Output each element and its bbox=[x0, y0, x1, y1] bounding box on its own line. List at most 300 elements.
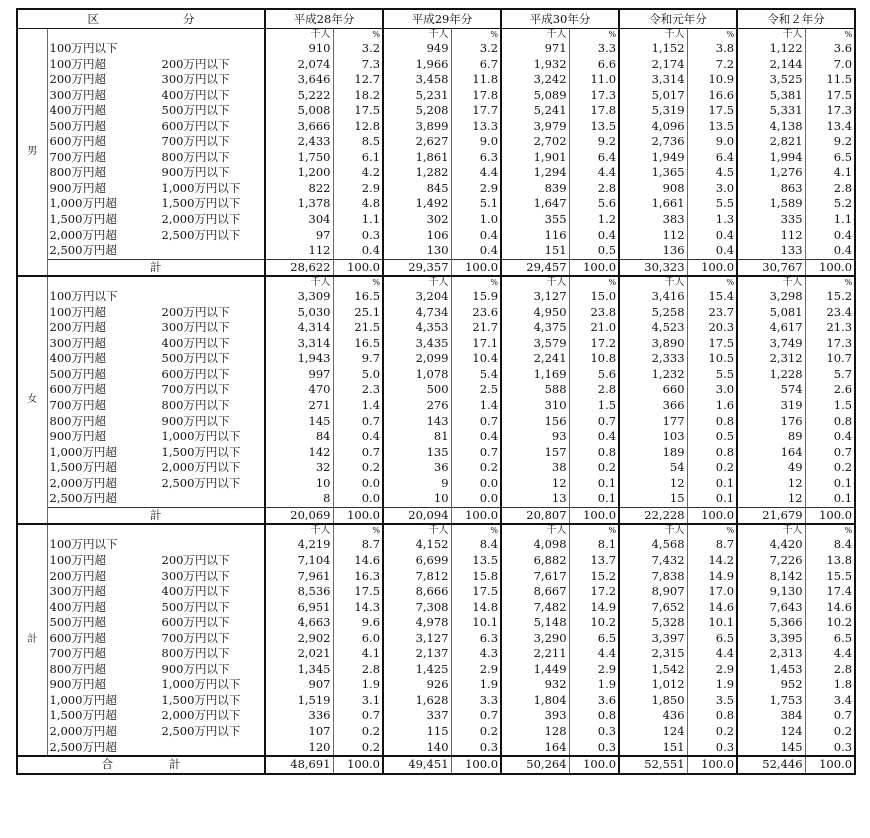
unit-pct-label: % bbox=[569, 276, 619, 289]
percent-cell: 0.1 bbox=[569, 491, 619, 507]
count-cell: 2,627 bbox=[383, 134, 451, 150]
count-cell: 107 bbox=[265, 724, 333, 740]
percent-cell: 0.7 bbox=[451, 445, 501, 461]
count-cell: 4,617 bbox=[737, 320, 805, 336]
bracket-upper: 900万円以下 bbox=[161, 165, 230, 180]
bracket-lower: 2,500万円超 bbox=[49, 491, 117, 506]
count-cell: 3,579 bbox=[501, 336, 569, 352]
percent-cell: 0.2 bbox=[687, 460, 737, 476]
percent-cell: 15.2 bbox=[805, 289, 855, 305]
percent-cell: 21.7 bbox=[451, 320, 501, 336]
count-cell: 383 bbox=[619, 212, 687, 228]
percent-cell: 4.3 bbox=[451, 646, 501, 662]
unit-pct-label: % bbox=[687, 524, 737, 537]
count-cell: 3,127 bbox=[501, 289, 569, 305]
percent-cell: 9.6 bbox=[333, 615, 383, 631]
percent-cell: 5.6 bbox=[569, 367, 619, 383]
income-distribution-table-container bbox=[16, 8, 854, 775]
unit-count-label: 千人 bbox=[383, 276, 451, 289]
total-count-cell: 30,767 bbox=[737, 259, 805, 276]
percent-cell: 6.0 bbox=[333, 631, 383, 647]
count-cell: 304 bbox=[265, 212, 333, 228]
count-cell: 8,666 bbox=[383, 584, 451, 600]
bracket-lower: 800万円超 bbox=[49, 413, 106, 428]
count-cell: 3,749 bbox=[737, 336, 805, 352]
percent-cell: 8.1 bbox=[569, 537, 619, 553]
count-cell: 1,750 bbox=[265, 150, 333, 166]
count-cell: 2,315 bbox=[619, 646, 687, 662]
total-count-cell: 28,622 bbox=[265, 259, 333, 276]
count-cell: 5,328 bbox=[619, 615, 687, 631]
count-cell: 4,314 bbox=[265, 320, 333, 336]
count-cell: 1,661 bbox=[619, 196, 687, 212]
percent-cell: 0.8 bbox=[569, 445, 619, 461]
count-cell: 12 bbox=[737, 491, 805, 507]
count-cell: 1,078 bbox=[383, 367, 451, 383]
count-cell: 7,104 bbox=[265, 553, 333, 569]
unit-pct-label: % bbox=[451, 29, 501, 42]
table-row bbox=[17, 150, 855, 166]
count-cell: 133 bbox=[737, 243, 805, 259]
count-cell: 106 bbox=[383, 228, 451, 244]
percent-cell: 14.6 bbox=[687, 600, 737, 616]
count-cell: 7,432 bbox=[619, 553, 687, 569]
table-row bbox=[17, 662, 855, 678]
percent-cell: 9.2 bbox=[805, 134, 855, 150]
income-bracket-label bbox=[47, 445, 265, 461]
table-row bbox=[17, 243, 855, 259]
count-cell: 3,890 bbox=[619, 336, 687, 352]
table-row bbox=[17, 537, 855, 553]
percent-cell: 7.0 bbox=[805, 57, 855, 73]
percent-cell: 0.4 bbox=[805, 243, 855, 259]
unit-pct-label: % bbox=[805, 524, 855, 537]
total-count-cell: 52,446 bbox=[737, 756, 805, 774]
count-cell: 1,282 bbox=[383, 165, 451, 181]
percent-cell: 11.0 bbox=[569, 72, 619, 88]
bracket-upper: 300万円以下 bbox=[161, 568, 230, 583]
table-row bbox=[17, 88, 855, 104]
grand-total-label-left: 合 bbox=[101, 757, 113, 772]
percent-cell: 0.7 bbox=[333, 414, 383, 430]
count-cell: 4,978 bbox=[383, 615, 451, 631]
percent-cell: 3.6 bbox=[569, 693, 619, 709]
count-cell: 15 bbox=[619, 491, 687, 507]
unit-pct-label: % bbox=[569, 524, 619, 537]
count-cell: 5,381 bbox=[737, 88, 805, 104]
table-row bbox=[17, 569, 855, 585]
percent-cell: 0.2 bbox=[805, 460, 855, 476]
count-cell: 81 bbox=[383, 429, 451, 445]
count-cell: 1,519 bbox=[265, 693, 333, 709]
bracket-lower: 2,000万円超 bbox=[49, 475, 117, 490]
percent-cell: 13.4 bbox=[805, 119, 855, 135]
count-cell: 5,148 bbox=[501, 615, 569, 631]
table-row bbox=[17, 398, 855, 414]
count-cell: 335 bbox=[737, 212, 805, 228]
percent-cell: 14.9 bbox=[687, 569, 737, 585]
percent-cell: 10.1 bbox=[451, 615, 501, 631]
percent-cell: 0.4 bbox=[687, 228, 737, 244]
percent-cell: 17.5 bbox=[333, 584, 383, 600]
count-cell: 355 bbox=[501, 212, 569, 228]
percent-cell: 0.4 bbox=[451, 243, 501, 259]
percent-cell: 13.5 bbox=[451, 553, 501, 569]
percent-cell: 23.7 bbox=[687, 305, 737, 321]
percent-cell: 10.4 bbox=[451, 351, 501, 367]
count-cell: 136 bbox=[619, 243, 687, 259]
count-cell: 932 bbox=[501, 677, 569, 693]
income-bracket-label bbox=[47, 662, 265, 678]
percent-cell: 17.4 bbox=[805, 584, 855, 600]
income-bracket-label bbox=[47, 228, 265, 244]
gender-label: 男 bbox=[17, 29, 47, 277]
unit-pct-label: % bbox=[569, 29, 619, 42]
count-cell: 1,542 bbox=[619, 662, 687, 678]
income-bracket-label bbox=[47, 165, 265, 181]
percent-cell: 18.2 bbox=[333, 88, 383, 104]
percent-cell: 13.5 bbox=[569, 119, 619, 135]
percent-cell: 0.0 bbox=[451, 476, 501, 492]
percent-cell: 0.8 bbox=[687, 414, 737, 430]
unit-count-label: 千人 bbox=[265, 276, 333, 289]
total-count-cell: 29,457 bbox=[501, 259, 569, 276]
percent-cell: 3.8 bbox=[687, 41, 737, 57]
income-bracket-label bbox=[47, 553, 265, 569]
grand-total-row bbox=[17, 756, 855, 774]
total-percent-cell: 100.0 bbox=[805, 507, 855, 524]
count-cell: 5,258 bbox=[619, 305, 687, 321]
count-cell: 5,017 bbox=[619, 88, 687, 104]
percent-cell: 3.6 bbox=[805, 41, 855, 57]
count-cell: 54 bbox=[619, 460, 687, 476]
year-header: 令和２年分 bbox=[737, 9, 855, 29]
kubun-header-left: 区 bbox=[87, 12, 99, 26]
percent-cell: 1.1 bbox=[333, 212, 383, 228]
percent-cell: 12.8 bbox=[333, 119, 383, 135]
count-cell: 1,861 bbox=[383, 150, 451, 166]
percent-cell: 13.3 bbox=[451, 119, 501, 135]
bracket-lower: 100万円以下 bbox=[49, 289, 118, 304]
unit-row bbox=[17, 524, 855, 537]
percent-cell: 0.0 bbox=[333, 491, 383, 507]
table-row bbox=[17, 429, 855, 445]
count-cell: 116 bbox=[501, 228, 569, 244]
table-row bbox=[17, 351, 855, 367]
percent-cell: 10.7 bbox=[805, 351, 855, 367]
table-row bbox=[17, 646, 855, 662]
unit-pct-label: % bbox=[805, 29, 855, 42]
percent-cell: 2.6 bbox=[805, 382, 855, 398]
total-percent-cell: 100.0 bbox=[687, 507, 737, 524]
bracket-upper: 700万円以下 bbox=[161, 382, 230, 397]
count-cell: 3,290 bbox=[501, 631, 569, 647]
percent-cell: 10.8 bbox=[569, 351, 619, 367]
total-count-cell: 52,551 bbox=[619, 756, 687, 774]
percent-cell: 10.9 bbox=[687, 72, 737, 88]
percent-cell: 8.7 bbox=[687, 537, 737, 553]
percent-cell: 0.3 bbox=[569, 740, 619, 757]
percent-cell: 2.9 bbox=[451, 662, 501, 678]
percent-cell: 4.4 bbox=[687, 646, 737, 662]
percent-cell: 23.8 bbox=[569, 305, 619, 321]
income-bracket-label bbox=[47, 103, 265, 119]
percent-cell: 10.1 bbox=[687, 615, 737, 631]
bracket-upper: 2,500万円以下 bbox=[161, 475, 241, 490]
percent-cell: 0.2 bbox=[451, 724, 501, 740]
unit-pct-label: % bbox=[333, 29, 383, 42]
subtotal-row bbox=[17, 259, 855, 276]
count-cell: 2,137 bbox=[383, 646, 451, 662]
income-distribution-table bbox=[16, 8, 856, 775]
table-row bbox=[17, 631, 855, 647]
percent-cell: 8.4 bbox=[451, 537, 501, 553]
count-cell: 145 bbox=[737, 740, 805, 757]
count-cell: 2,312 bbox=[737, 351, 805, 367]
bracket-upper: 700万円以下 bbox=[161, 134, 230, 149]
percent-cell: 1.0 bbox=[451, 212, 501, 228]
count-cell: 112 bbox=[265, 243, 333, 259]
income-bracket-label bbox=[47, 537, 265, 553]
percent-cell: 6.1 bbox=[333, 150, 383, 166]
percent-cell: 21.3 bbox=[805, 320, 855, 336]
percent-cell: 25.1 bbox=[333, 305, 383, 321]
count-cell: 164 bbox=[737, 445, 805, 461]
unit-count-label: 千人 bbox=[619, 276, 687, 289]
count-cell: 7,617 bbox=[501, 569, 569, 585]
count-cell: 3,646 bbox=[265, 72, 333, 88]
bracket-lower: 300万円超 bbox=[49, 584, 106, 599]
percent-cell: 0.1 bbox=[805, 476, 855, 492]
count-cell: 3,435 bbox=[383, 336, 451, 352]
count-cell: 971 bbox=[501, 41, 569, 57]
unit-count-label: 千人 bbox=[383, 524, 451, 537]
percent-cell: 17.0 bbox=[687, 584, 737, 600]
income-bracket-label bbox=[47, 491, 265, 507]
percent-cell: 6.6 bbox=[569, 57, 619, 73]
percent-cell: 2.8 bbox=[569, 382, 619, 398]
total-percent-cell: 100.0 bbox=[687, 259, 737, 276]
count-cell: 910 bbox=[265, 41, 333, 57]
percent-cell: 4.4 bbox=[569, 165, 619, 181]
percent-cell: 0.7 bbox=[805, 708, 855, 724]
percent-cell: 0.7 bbox=[333, 708, 383, 724]
table-row bbox=[17, 553, 855, 569]
percent-cell: 0.2 bbox=[333, 740, 383, 757]
percent-cell: 2.9 bbox=[687, 662, 737, 678]
percent-cell: 15.9 bbox=[451, 289, 501, 305]
percent-cell: 16.5 bbox=[333, 289, 383, 305]
grand-total-label bbox=[17, 756, 265, 774]
percent-cell: 0.4 bbox=[687, 243, 737, 259]
income-bracket-label bbox=[47, 740, 265, 757]
income-bracket-label bbox=[47, 41, 265, 57]
percent-cell: 14.6 bbox=[805, 600, 855, 616]
total-percent-cell: 100.0 bbox=[451, 756, 501, 774]
year-header: 令和元年分 bbox=[619, 9, 737, 29]
table-row bbox=[17, 445, 855, 461]
percent-cell: 0.4 bbox=[451, 429, 501, 445]
count-cell: 6,882 bbox=[501, 553, 569, 569]
percent-cell: 11.8 bbox=[451, 72, 501, 88]
bracket-lower: 2,500万円超 bbox=[49, 739, 117, 754]
table-row bbox=[17, 103, 855, 119]
count-cell: 2,821 bbox=[737, 134, 805, 150]
income-bracket-label bbox=[47, 382, 265, 398]
count-cell: 5,222 bbox=[265, 88, 333, 104]
bracket-upper: 2,000万円以下 bbox=[161, 708, 241, 723]
count-cell: 7,838 bbox=[619, 569, 687, 585]
count-cell: 140 bbox=[383, 740, 451, 757]
percent-cell: 6.4 bbox=[569, 150, 619, 166]
percent-cell: 9.2 bbox=[569, 134, 619, 150]
count-cell: 2,902 bbox=[265, 631, 333, 647]
table-row bbox=[17, 740, 855, 757]
total-percent-cell: 100.0 bbox=[569, 756, 619, 774]
percent-cell: 2.8 bbox=[569, 181, 619, 197]
percent-cell: 0.4 bbox=[451, 228, 501, 244]
count-cell: 1,276 bbox=[737, 165, 805, 181]
count-cell: 302 bbox=[383, 212, 451, 228]
unit-pct-label: % bbox=[333, 276, 383, 289]
table-row bbox=[17, 491, 855, 507]
total-count-cell: 49,451 bbox=[383, 756, 451, 774]
table-row bbox=[17, 336, 855, 352]
percent-cell: 15.4 bbox=[687, 289, 737, 305]
percent-cell: 0.4 bbox=[569, 429, 619, 445]
income-bracket-label bbox=[47, 584, 265, 600]
table-row bbox=[17, 305, 855, 321]
percent-cell: 0.8 bbox=[687, 445, 737, 461]
count-cell: 319 bbox=[737, 398, 805, 414]
bracket-lower: 600万円超 bbox=[49, 134, 106, 149]
count-cell: 10 bbox=[383, 491, 451, 507]
bracket-lower: 900万円超 bbox=[49, 180, 106, 195]
count-cell: 384 bbox=[737, 708, 805, 724]
gender-label: 計 bbox=[17, 524, 47, 756]
count-cell: 2,313 bbox=[737, 646, 805, 662]
total-count-cell: 29,357 bbox=[383, 259, 451, 276]
count-cell: 574 bbox=[737, 382, 805, 398]
bracket-lower: 400万円超 bbox=[49, 351, 106, 366]
count-cell: 1,628 bbox=[383, 693, 451, 709]
percent-cell: 6.5 bbox=[569, 631, 619, 647]
percent-cell: 21.5 bbox=[333, 320, 383, 336]
count-cell: 5,081 bbox=[737, 305, 805, 321]
count-cell: 156 bbox=[501, 414, 569, 430]
count-cell: 1,492 bbox=[383, 196, 451, 212]
percent-cell: 2.5 bbox=[451, 382, 501, 398]
bracket-upper: 1,000万円以下 bbox=[161, 429, 241, 444]
count-cell: 103 bbox=[619, 429, 687, 445]
percent-cell: 1.1 bbox=[805, 212, 855, 228]
count-cell: 1,932 bbox=[501, 57, 569, 73]
percent-cell: 6.5 bbox=[805, 631, 855, 647]
income-bracket-label bbox=[47, 150, 265, 166]
count-cell: 1,949 bbox=[619, 150, 687, 166]
total-count-cell: 50,264 bbox=[501, 756, 569, 774]
percent-cell: 2.9 bbox=[333, 181, 383, 197]
bracket-lower: 100万円以下 bbox=[49, 41, 118, 55]
percent-cell: 0.2 bbox=[805, 724, 855, 740]
count-cell: 112 bbox=[619, 228, 687, 244]
percent-cell: 5.1 bbox=[451, 196, 501, 212]
count-cell: 5,089 bbox=[501, 88, 569, 104]
count-cell: 271 bbox=[265, 398, 333, 414]
table-row bbox=[17, 181, 855, 197]
percent-cell: 0.8 bbox=[569, 708, 619, 724]
count-cell: 176 bbox=[737, 414, 805, 430]
count-cell: 1,901 bbox=[501, 150, 569, 166]
percent-cell: 0.2 bbox=[569, 460, 619, 476]
percent-cell: 7.3 bbox=[333, 57, 383, 73]
bracket-lower: 600万円超 bbox=[49, 630, 106, 645]
count-cell: 470 bbox=[265, 382, 333, 398]
percent-cell: 2.3 bbox=[333, 382, 383, 398]
count-cell: 38 bbox=[501, 460, 569, 476]
table-row bbox=[17, 615, 855, 631]
bracket-lower: 1,000万円超 bbox=[49, 692, 117, 707]
count-cell: 4,138 bbox=[737, 119, 805, 135]
count-cell: 8,907 bbox=[619, 584, 687, 600]
total-percent-cell: 100.0 bbox=[569, 507, 619, 524]
total-count-cell: 21,679 bbox=[737, 507, 805, 524]
percent-cell: 16.6 bbox=[687, 88, 737, 104]
count-cell: 143 bbox=[383, 414, 451, 430]
count-cell: 2,211 bbox=[501, 646, 569, 662]
count-cell: 1,994 bbox=[737, 150, 805, 166]
count-cell: 3,525 bbox=[737, 72, 805, 88]
bracket-lower: 1,500万円超 bbox=[49, 212, 117, 227]
percent-cell: 17.8 bbox=[451, 88, 501, 104]
bracket-lower: 200万円超 bbox=[49, 568, 106, 583]
count-cell: 3,395 bbox=[737, 631, 805, 647]
count-cell: 189 bbox=[619, 445, 687, 461]
bracket-lower: 900万円超 bbox=[49, 677, 106, 692]
bracket-upper: 1,500万円以下 bbox=[161, 196, 241, 211]
percent-cell: 0.4 bbox=[805, 429, 855, 445]
percent-cell: 16.5 bbox=[333, 336, 383, 352]
grand-total-label-right: 計 bbox=[169, 757, 181, 772]
unit-count-label: 千人 bbox=[501, 524, 569, 537]
unit-count-label: 千人 bbox=[619, 29, 687, 42]
income-bracket-label bbox=[47, 414, 265, 430]
percent-cell: 4.4 bbox=[451, 165, 501, 181]
percent-cell: 17.5 bbox=[805, 88, 855, 104]
count-cell: 4,152 bbox=[383, 537, 451, 553]
percent-cell: 3.5 bbox=[687, 693, 737, 709]
count-cell: 3,397 bbox=[619, 631, 687, 647]
percent-cell: 17.5 bbox=[451, 584, 501, 600]
count-cell: 49 bbox=[737, 460, 805, 476]
percent-cell: 13.7 bbox=[569, 553, 619, 569]
percent-cell: 5.6 bbox=[569, 196, 619, 212]
count-cell: 4,353 bbox=[383, 320, 451, 336]
bracket-lower: 100万円超 bbox=[49, 552, 106, 567]
percent-cell: 17.2 bbox=[569, 336, 619, 352]
count-cell: 908 bbox=[619, 181, 687, 197]
count-cell: 337 bbox=[383, 708, 451, 724]
percent-cell: 1.9 bbox=[333, 677, 383, 693]
subtotal-label: 計 bbox=[47, 259, 265, 276]
count-cell: 3,416 bbox=[619, 289, 687, 305]
income-bracket-label bbox=[47, 600, 265, 616]
percent-cell: 0.7 bbox=[569, 414, 619, 430]
percent-cell: 3.3 bbox=[451, 693, 501, 709]
income-bracket-label bbox=[47, 72, 265, 88]
table-row bbox=[17, 228, 855, 244]
count-cell: 1,012 bbox=[619, 677, 687, 693]
